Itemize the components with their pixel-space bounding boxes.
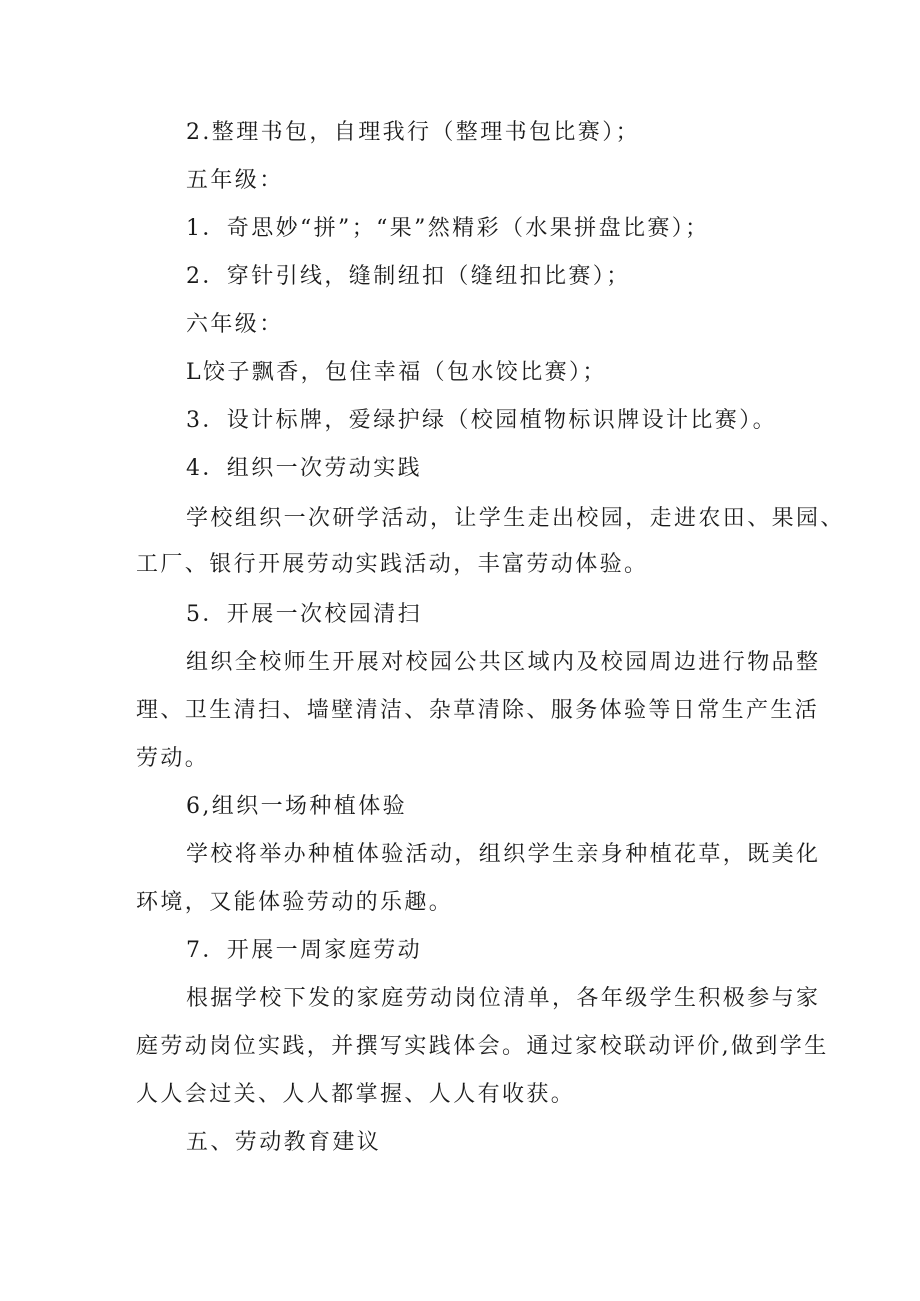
text-line-grade5-item2: 2．穿针引线，缝制纽扣（缝纽扣比赛）； (186, 264, 631, 289)
text-line-grade6-item3: 3．设计标牌，爱绿护绿（校园植物标识牌设计比赛）。 (186, 408, 777, 433)
paragraph-line: 根据学校下发的家庭劳动岗位清单，各年级学生积极参与家 (186, 986, 821, 1011)
paragraph-line: 劳动。 (136, 746, 210, 771)
paragraph-line: 学校组织一次研学活动，让学生走出校园，走进农田、果园、 (186, 506, 845, 531)
paragraph-line: 人人会过关、人人都掌握、人人有收获。 (136, 1082, 576, 1107)
text-line-grade4-item2: 2.整理书包，自理我行（整理书包比赛）； (186, 120, 640, 145)
section-heading-7: 7．开展一周家庭劳动 (186, 938, 422, 963)
paragraph-line: 理、卫生清扫、墙壁清洁、杂草清除、服务体验等日常生产生活 (136, 698, 820, 723)
paragraph-line: 学校将举办种植体验活动，组织学生亲身种植花草，既美化 (186, 842, 821, 867)
heading-grade5: 五年级： (186, 168, 284, 193)
text-line-grade6-item1: L饺子飘香，包住幸福（包水饺比赛）； (186, 360, 607, 385)
section-heading-6: 6,组织一场种植体验 (186, 794, 407, 819)
paragraph-line: 庭劳动岗位实践，并撰写实践体会。通过家校联动评价,做到学生 (136, 1034, 829, 1059)
text-line-grade5-item1: 1．奇思妙“拼”；“果”然精彩（水果拼盘比赛）； (186, 216, 710, 241)
section-heading-five: 五、劳动教育建议 (186, 1130, 382, 1155)
section-heading-4: 4．组织一次劳动实践 (186, 456, 422, 481)
section-heading-5: 5．开展一次校园清扫 (186, 602, 422, 627)
paragraph-line: 环境，又能体验劳动的乐趣。 (136, 890, 454, 915)
heading-grade6: 六年级： (186, 312, 284, 337)
paragraph-line: 组织全校师生开展对校园公共区域内及校园周边进行物品整 (186, 650, 821, 675)
paragraph-line: 工厂、银行开展劳动实践活动，丰富劳动体验。 (136, 552, 649, 577)
